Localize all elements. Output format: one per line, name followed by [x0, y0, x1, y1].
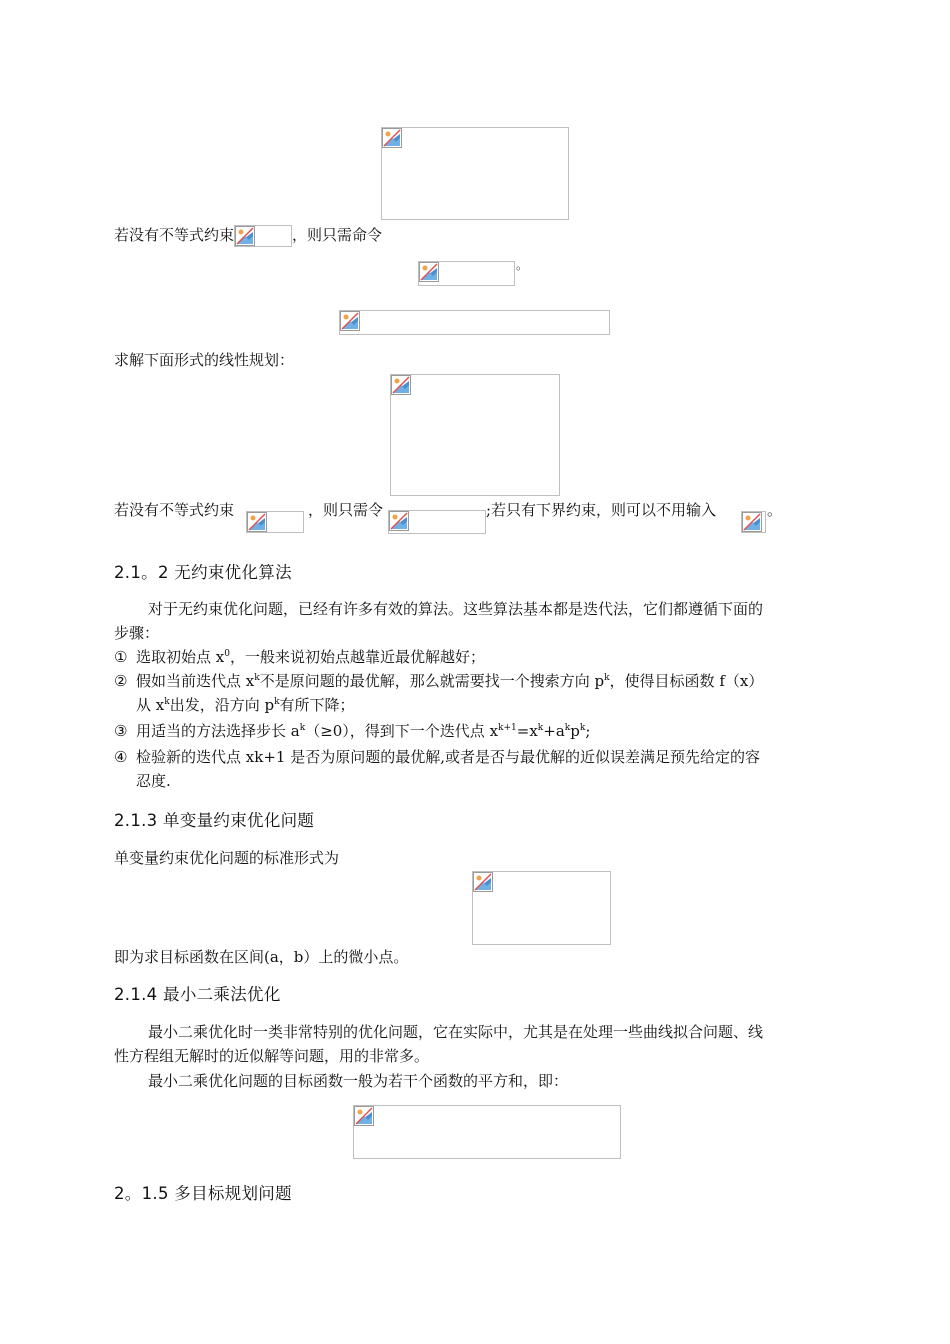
broken-image-icon: [389, 511, 409, 531]
formula-image-3: [339, 310, 610, 335]
list-item: ① 选取初始点 $x^0$，一般来说初始点越靠近最优解越好；: [114, 648, 485, 666]
paragraph-line: 最小二乘优化问题的目标函数一般为若干个函数的平方和，即：: [148, 1072, 569, 1090]
inline-formula-image: [388, 510, 486, 534]
formula-image-5: [472, 871, 611, 945]
section-heading: 2.1。2 无约束优化算法: [114, 563, 292, 582]
section-heading: 2.1.4 最小二乘法优化: [114, 985, 281, 1004]
period-mark: 。: [767, 501, 783, 519]
broken-image-icon: [354, 1106, 374, 1126]
list-item-continuation: 从 $x^k$出发，沿方向 $p^k$有所下降；: [136, 696, 355, 714]
formula-image-1: [381, 127, 569, 220]
paragraph-line: 性方程组无解时的近似解等问题，用的非常多。: [114, 1047, 430, 1065]
formula-image-6: [353, 1105, 621, 1159]
paragraph-line: ;若只有下界约束，则可以不用输入: [486, 501, 717, 519]
section-heading: 2。1.5 多目标规划问题: [114, 1184, 292, 1203]
broken-image-icon: [419, 262, 439, 282]
inline-formula-image: [234, 225, 292, 247]
list-item-continuation: 忍度.: [136, 772, 171, 790]
paragraph-line: ，则只需令: [308, 501, 384, 519]
paragraph-line: 若没有不等式约束: [114, 501, 235, 519]
broken-image-icon: [742, 512, 762, 532]
list-item: ④ 检验新的迭代点 xk+1 是否为原问题的最优解,或者是否与最优解的近似误差满足预先给定的容: [114, 748, 760, 766]
broken-image-icon: [340, 311, 360, 331]
paragraph-line: 即为求目标函数在区间(a，b）上的微小点。: [114, 948, 409, 966]
list-item: ③ 用适当的方法选择步长 $a^k(\ge 0)$，得到下一个迭代点 $x^{k+1}=x^k+a^kp^k$;: [114, 722, 591, 740]
paragraph-line: 求解下面形式的线性规划：: [114, 351, 295, 369]
period-mark: 。: [516, 258, 529, 272]
inline-formula-image: [246, 511, 304, 533]
formula-image-2: [418, 261, 515, 286]
formula-image-4: [390, 374, 560, 496]
broken-image-icon: [247, 512, 267, 532]
paragraph-line: 若没有不等式约束 ，则只需命令: [114, 224, 382, 247]
paragraph-line: 对于无约束优化问题，已经有许多有效的算法。这些算法基本都是迭代法，它们都遵循下面的: [148, 600, 764, 618]
paragraph-line: 步骤：: [114, 624, 160, 642]
paragraph-line: 最小二乘优化时一类非常特别的优化问题，它在实际中，尤其是在处理一些曲线拟合问题、线: [148, 1023, 764, 1041]
broken-image-icon: [235, 226, 255, 246]
paragraph-line: 单变量约束优化问题的标准形式为: [114, 849, 340, 867]
broken-image-icon: [382, 128, 402, 148]
inline-formula-image: [741, 511, 766, 533]
broken-image-icon: [473, 872, 493, 892]
broken-image-icon: [391, 375, 411, 395]
list-item: ② 假如当前迭代点 $x^k$不是原问题的最优解，那么就需要找一个搜索方向 $p^k$，使得目标函数 f（x）: [114, 672, 764, 690]
section-heading: 2.1.3 单变量约束优化问题: [114, 811, 315, 830]
